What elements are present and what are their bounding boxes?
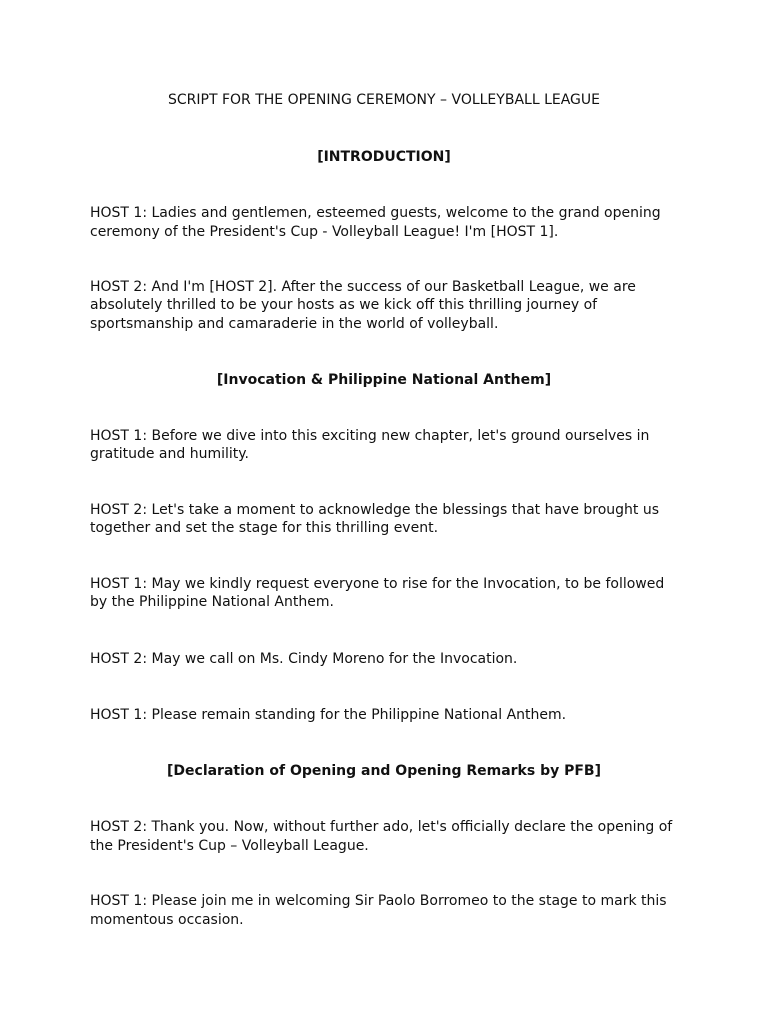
paragraph-line: HOST 1: May we kindly request everyone to rise for the Invocation, to be followed [90, 576, 665, 592]
paragraph-line: HOST 2: And I'm [HOST 2]. After the success of our Basketball League, we are [90, 279, 636, 295]
paragraph-line: absolutely thrilled to be your hosts as we kick off this thrilling journey of [90, 297, 598, 313]
section-heading-declaration: [Declaration of Opening and Opening Remarks by PFB] [167, 763, 601, 779]
paragraph-line: HOST 1: Please join me in welcoming Sir Paolo Borromeo to the stage to mark this [90, 893, 667, 909]
paragraph-line: HOST 2: Let's take a moment to acknowledge the blessings that have brought us [90, 502, 660, 518]
paragraph-line: HOST 1: Before we dive into this exciting new chapter, let's ground ourselves in [90, 428, 650, 444]
paragraph-line: together and set the stage for this thrilling event. [90, 520, 439, 536]
section-heading-invocation: [Invocation & Philippine National Anthem] [216, 372, 552, 388]
section-heading-introduction: [INTRODUCTION] [317, 149, 451, 165]
paragraph-line: HOST 1: Please remain standing for the Philippine National Anthem. [90, 707, 567, 723]
document-title: SCRIPT FOR THE OPENING CEREMONY – VOLLEYBALL LEAGUE [168, 92, 600, 108]
paragraph-line: gratitude and humility. [90, 446, 249, 462]
paragraph-line: by the Philippine National Anthem. [90, 594, 334, 610]
paragraph-line: momentous occasion. [90, 912, 244, 928]
paragraph-line: HOST 2: May we call on Ms. Cindy Moreno for the Invocation. [90, 651, 518, 667]
paragraph-line: the President's Cup – Volleyball League. [90, 838, 369, 854]
paragraph-line: ceremony of the President's Cup - Volleyball League! I'm [HOST 1]. [90, 224, 559, 240]
paragraph-line: sportsmanship and camaraderie in the world of volleyball. [90, 316, 499, 332]
paragraph-line: HOST 2: Thank you. Now, without further ado, let's officially declare the opening of [90, 819, 673, 835]
paragraph-line: HOST 1: Ladies and gentlemen, esteemed guests, welcome to the grand opening [90, 205, 661, 221]
